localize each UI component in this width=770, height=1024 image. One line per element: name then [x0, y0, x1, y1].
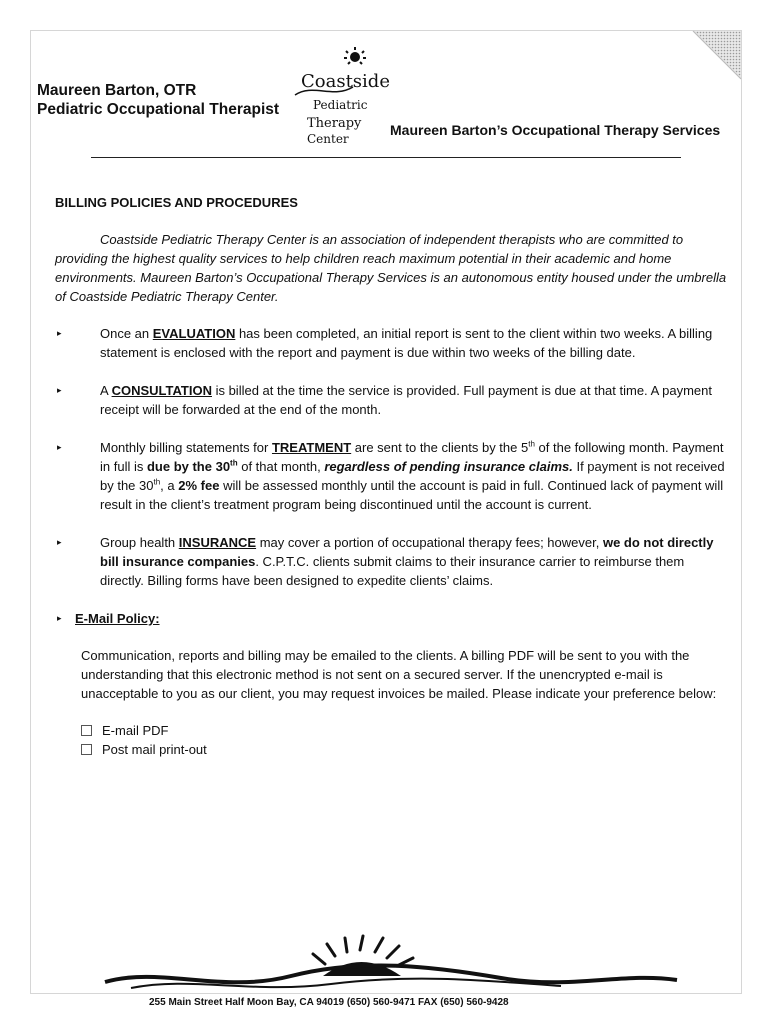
bullet-icon: ▸ — [57, 328, 62, 338]
checkbox-email-pdf[interactable] — [81, 725, 92, 736]
list-item-evaluation: ▸ Once an EVALUATION has been completed, an initial report is sent to the client within two weeks. A billing statement is enclosed with the report and payment is due within two weeks of the billing date. — [57, 326, 713, 360]
document-body — [55, 193, 727, 759]
bullet-icon: ▸ — [57, 442, 62, 452]
intro-paragraph: Coastside Pediatric Therapy Center is an association of independent therapists who are committed to providing the highest quality services to help children reach maximum potential in their academic and home environments. Maureen Barton’s Occupational Therapy Services is an autonomous entity housed under the umbrella of Coastside Pediatric Therapy Center. — [55, 232, 727, 304]
therapist-name: Maureen Barton, OTR — [37, 82, 197, 99]
logo-text-center: Center — [307, 132, 349, 146]
footer-sun-icon — [313, 936, 413, 966]
document-title: BILLING POLICIES AND PROCEDURES — [55, 195, 298, 210]
list-item-insurance: ▸ Group health INSURANCE may cover a portion of occupational therapy fees; however, we do not directly bill insurance companies. C.P.T.C. clients submit claims to their insurance carrier to reimburse them directly. Billing forms have been designed to expedite clients’ claims. — [57, 535, 714, 588]
logo-text-coastside: Coastside — [301, 71, 390, 92]
logo-text-pediatric: Pediatric — [313, 98, 368, 112]
footer-sun-wave-art — [101, 936, 681, 998]
option-post-mail[interactable]: Post mail print-out — [81, 740, 727, 759]
keyword-treatment: TREATMENT — [271, 440, 352, 455]
checkbox-post-mail[interactable] — [81, 744, 92, 755]
bullet-icon: ▸ — [57, 613, 62, 623]
therapist-name-block — [37, 81, 279, 119]
keyword-consultation: CONSULTATION — [111, 383, 212, 398]
header-divider — [91, 157, 681, 158]
keyword-insurance: INSURANCE — [178, 535, 257, 550]
preference-options — [55, 721, 727, 759]
document-page — [30, 30, 742, 1008]
option-email-pdf[interactable]: E-mail PDF — [81, 721, 727, 740]
email-policy-paragraph: Communication, reports and billing may be emailed to the clients. A billing PDF will be sent to you with the understanding that this electronic method is not sent on a secured server. If the unencrypted e-mail is unacceptable to you as our client, you may request invoices be mailed. Please indicate your preference below: — [81, 648, 717, 701]
sun-icon — [344, 47, 366, 64]
list-item-treatment: ▸ Monthly billing statements for TREATMENT are sent to the clients by the 5th of the following month. Payment in full is due by the 30th of that month, regardless of pending insurance claims. If payment is not received by the 30th, a 2% fee will be assessed monthly until the account is paid in full. Continued lack of payment will result in the client’s treatment program being discontinued until the account is current. — [57, 439, 725, 512]
logo-text-therapy: Therapy — [307, 116, 362, 131]
keyword-evaluation: EVALUATION — [152, 326, 236, 341]
page-fold-corner — [693, 31, 741, 79]
therapist-title: Pediatric Occupational Therapist — [37, 101, 280, 118]
bullet-icon: ▸ — [57, 537, 62, 547]
footer-address: 255 Main Street Half Moon Bay, CA 94019 (650) 560-9471 FAX (650) 560-9428 — [149, 997, 509, 1008]
list-item-consultation: ▸ A CONSULTATION is billed at the time the service is provided. Full payment is due at that time. A payment receipt will be forwarded at the end of the month. — [57, 383, 712, 417]
email-policy-heading: ▸ E-Mail Policy: — [57, 611, 160, 626]
services-title: Maureen Barton’s Occupational Therapy Services — [390, 122, 721, 138]
bullet-icon: ▸ — [57, 385, 62, 395]
coastside-logo — [293, 47, 389, 155]
